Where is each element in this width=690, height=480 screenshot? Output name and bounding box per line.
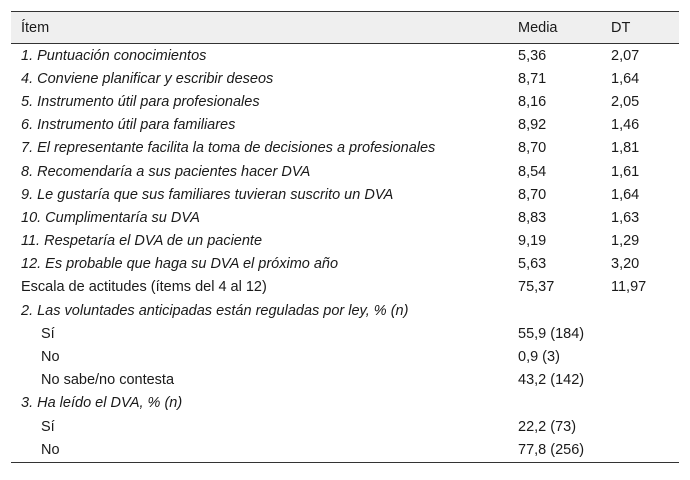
- row-media: 8,70: [518, 140, 547, 157]
- row-item: 12. Es probable que haga su DVA el próximo año: [21, 256, 339, 273]
- row-item: 4. Conviene planificar y escribir deseos: [21, 70, 274, 87]
- row-dt: [601, 299, 679, 322]
- row-item: Sí: [41, 418, 55, 435]
- row-media: 77,8 (256): [518, 442, 585, 459]
- row-dt: [601, 369, 679, 392]
- row-item: 10. Cumplimentaría su DVA: [21, 209, 200, 226]
- table-header: [11, 12, 679, 44]
- row-item: 11. Respetaría el DVA de un paciente: [21, 233, 263, 250]
- row-media: 5,63: [518, 256, 547, 273]
- table-row: [11, 369, 679, 392]
- row-dt: 2,07: [611, 47, 640, 64]
- row-media: 9,19: [518, 233, 547, 250]
- row-media: 0,9 (3): [518, 349, 560, 366]
- header-dt: DT: [611, 19, 631, 36]
- header-media: Media: [518, 19, 558, 36]
- table-row: [11, 230, 679, 253]
- table-row: [11, 183, 679, 206]
- table-row: [11, 438, 679, 463]
- row-dt: 1,63: [611, 209, 640, 226]
- row-item: 1. Puntuación conocimientos: [21, 47, 207, 64]
- table-row: [11, 114, 679, 137]
- row-media: 8,92: [518, 117, 547, 134]
- row-media: 8,16: [518, 93, 547, 110]
- table-row: [11, 322, 679, 345]
- row-media: [508, 299, 601, 322]
- row-item: 6. Instrumento útil para familiares: [21, 117, 236, 134]
- row-media: 8,54: [518, 163, 547, 180]
- row-media: 43,2 (142): [518, 372, 585, 389]
- row-dt: [601, 438, 679, 463]
- row-dt: [601, 345, 679, 368]
- row-dt: 3,20: [611, 256, 640, 273]
- row-media: 22,2 (73): [518, 418, 577, 435]
- row-item: 8. Recomendaría a sus pacientes hacer DVA: [21, 163, 311, 180]
- table-row: [11, 90, 679, 113]
- row-item: Sí: [41, 325, 55, 342]
- row-item: Escala de actitudes (ítems del 4 al 12): [21, 279, 267, 296]
- row-item: No: [41, 349, 60, 366]
- row-item: 5. Instrumento útil para profesionales: [21, 93, 260, 110]
- row-dt: 1,61: [611, 163, 640, 180]
- row-media: 8,83: [518, 209, 547, 226]
- table-row: [11, 137, 679, 160]
- row-dt: 1,29: [611, 233, 640, 250]
- row-media: 5,36: [518, 47, 547, 64]
- row-item: 9. Le gustaría que sus familiares tuvieran suscrito un DVA: [21, 186, 394, 203]
- table-row: [11, 345, 679, 368]
- row-dt: 11,97: [611, 279, 647, 296]
- table-row: [11, 160, 679, 183]
- table-row: [11, 253, 679, 276]
- row-dt: [601, 322, 679, 345]
- table-row: [11, 299, 679, 322]
- table-row: [11, 67, 679, 90]
- row-item: 3. Ha leído el DVA, % (n): [21, 395, 183, 412]
- row-item: No sabe/no contesta: [41, 372, 175, 389]
- row-dt: 1,64: [611, 70, 640, 87]
- row-dt: 1,46: [611, 117, 640, 134]
- row-dt: 1,64: [611, 186, 640, 203]
- table-row: [11, 44, 679, 68]
- row-dt: [601, 415, 679, 438]
- row-media: 8,71: [518, 70, 547, 87]
- table-body: [11, 44, 679, 463]
- row-dt: [601, 392, 679, 415]
- row-dt: 1,81: [611, 140, 640, 157]
- row-item: 7. El representante facilita la toma de decisiones a profesionales: [21, 140, 436, 157]
- row-media: 75,37: [518, 279, 555, 296]
- results-table-container: [11, 11, 679, 463]
- table-row: [11, 415, 679, 438]
- row-item: No: [41, 442, 60, 459]
- row-media: 8,70: [518, 186, 547, 203]
- results-table: [11, 11, 679, 463]
- header-item: Ítem: [21, 19, 50, 36]
- row-media: 55,9 (184): [518, 325, 585, 342]
- table-row: [11, 276, 679, 299]
- row-dt: 2,05: [611, 93, 640, 110]
- table-row: [11, 392, 679, 415]
- header-row: [11, 12, 679, 44]
- row-media: [508, 392, 601, 415]
- table-row: [11, 206, 679, 229]
- row-item: 2. Las voluntades anticipadas están reguladas por ley, % (n): [21, 302, 409, 319]
